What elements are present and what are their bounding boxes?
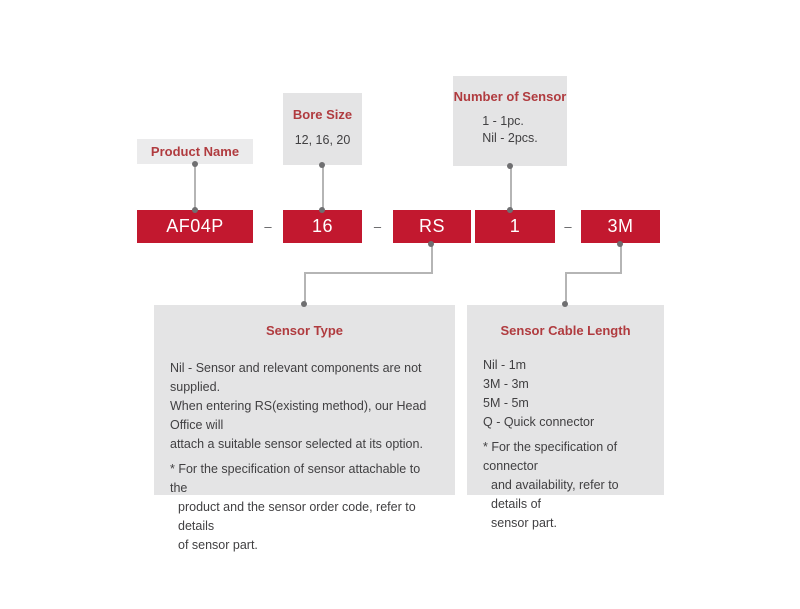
connector-dot (192, 207, 198, 213)
note-line: of sensor part. (178, 538, 258, 552)
bore-size-title: Bore Size (292, 107, 353, 122)
connector-dot (192, 161, 198, 167)
connector-line (304, 272, 433, 274)
sensor-type-title: Sensor Type (265, 323, 344, 338)
description-line: When entering RS(existing method), our Head Office will (170, 399, 427, 432)
description-line: attach a suitable sensor selected at its option. (170, 437, 423, 451)
sensor-cable-length-title: Sensor Cable Length (500, 323, 631, 338)
option-line: Nil - 2pcs. (482, 131, 538, 145)
code-separator: – (373, 219, 382, 234)
connector-dot (428, 241, 434, 247)
option-line: 3M - 3m (483, 377, 529, 391)
callout-sensor-cable-length (467, 305, 664, 530)
code-segment-bore-size: 16 (283, 210, 362, 243)
note-line: * For the specification of sensor attachable to the (170, 462, 421, 495)
connector-dot (562, 301, 568, 307)
option-line: 1 - 1pc. (482, 114, 524, 128)
option-line: 5M - 5m (483, 396, 529, 410)
callout-sensor-type (154, 305, 455, 552)
bore-size-values: 12, 16, 20 (294, 133, 351, 147)
code-segment-cable-length: 3M (581, 210, 660, 243)
code-segment-sensor-count: 1 (475, 210, 555, 243)
connector-line (510, 166, 512, 210)
number-of-sensor-options (482, 113, 538, 147)
sensor-type-description (170, 359, 439, 454)
sensor-cable-length-options (483, 356, 648, 432)
connector-line (431, 243, 433, 273)
note-line: product and the sensor order code, refer to details (178, 500, 416, 533)
code-separator: – (264, 219, 272, 234)
connector-line (194, 164, 196, 210)
product-name-title: Product Name (150, 144, 240, 159)
code-segment-sensor-type: RS (393, 210, 471, 243)
callout-number-of-sensor (453, 76, 567, 166)
option-line: Q - Quick connector (483, 415, 595, 429)
callout-bore-size (283, 93, 362, 165)
connector-line (620, 243, 622, 273)
connector-dot (617, 241, 623, 247)
connector-dot (507, 207, 513, 213)
connector-dot (301, 301, 307, 307)
code-separator: – (564, 219, 572, 234)
sensor-cable-length-note (483, 438, 648, 533)
connector-dot (319, 207, 325, 213)
description-line: Nil - Sensor and relevant components are not supplied. (170, 361, 422, 394)
note-line: sensor part. (491, 516, 558, 530)
number-of-sensor-title: Number of Sensor (453, 89, 567, 104)
option-line: Nil - 1m (483, 358, 527, 372)
connector-line (565, 272, 622, 274)
code-segment-product: AF04P (137, 210, 253, 243)
note-line: * For the specification of connector (483, 440, 618, 473)
connector-line (322, 165, 324, 210)
connector-dot (319, 162, 325, 168)
note-line: and availability, refer to details of (491, 478, 619, 511)
connector-dot (507, 163, 513, 169)
sensor-type-note (170, 460, 439, 555)
